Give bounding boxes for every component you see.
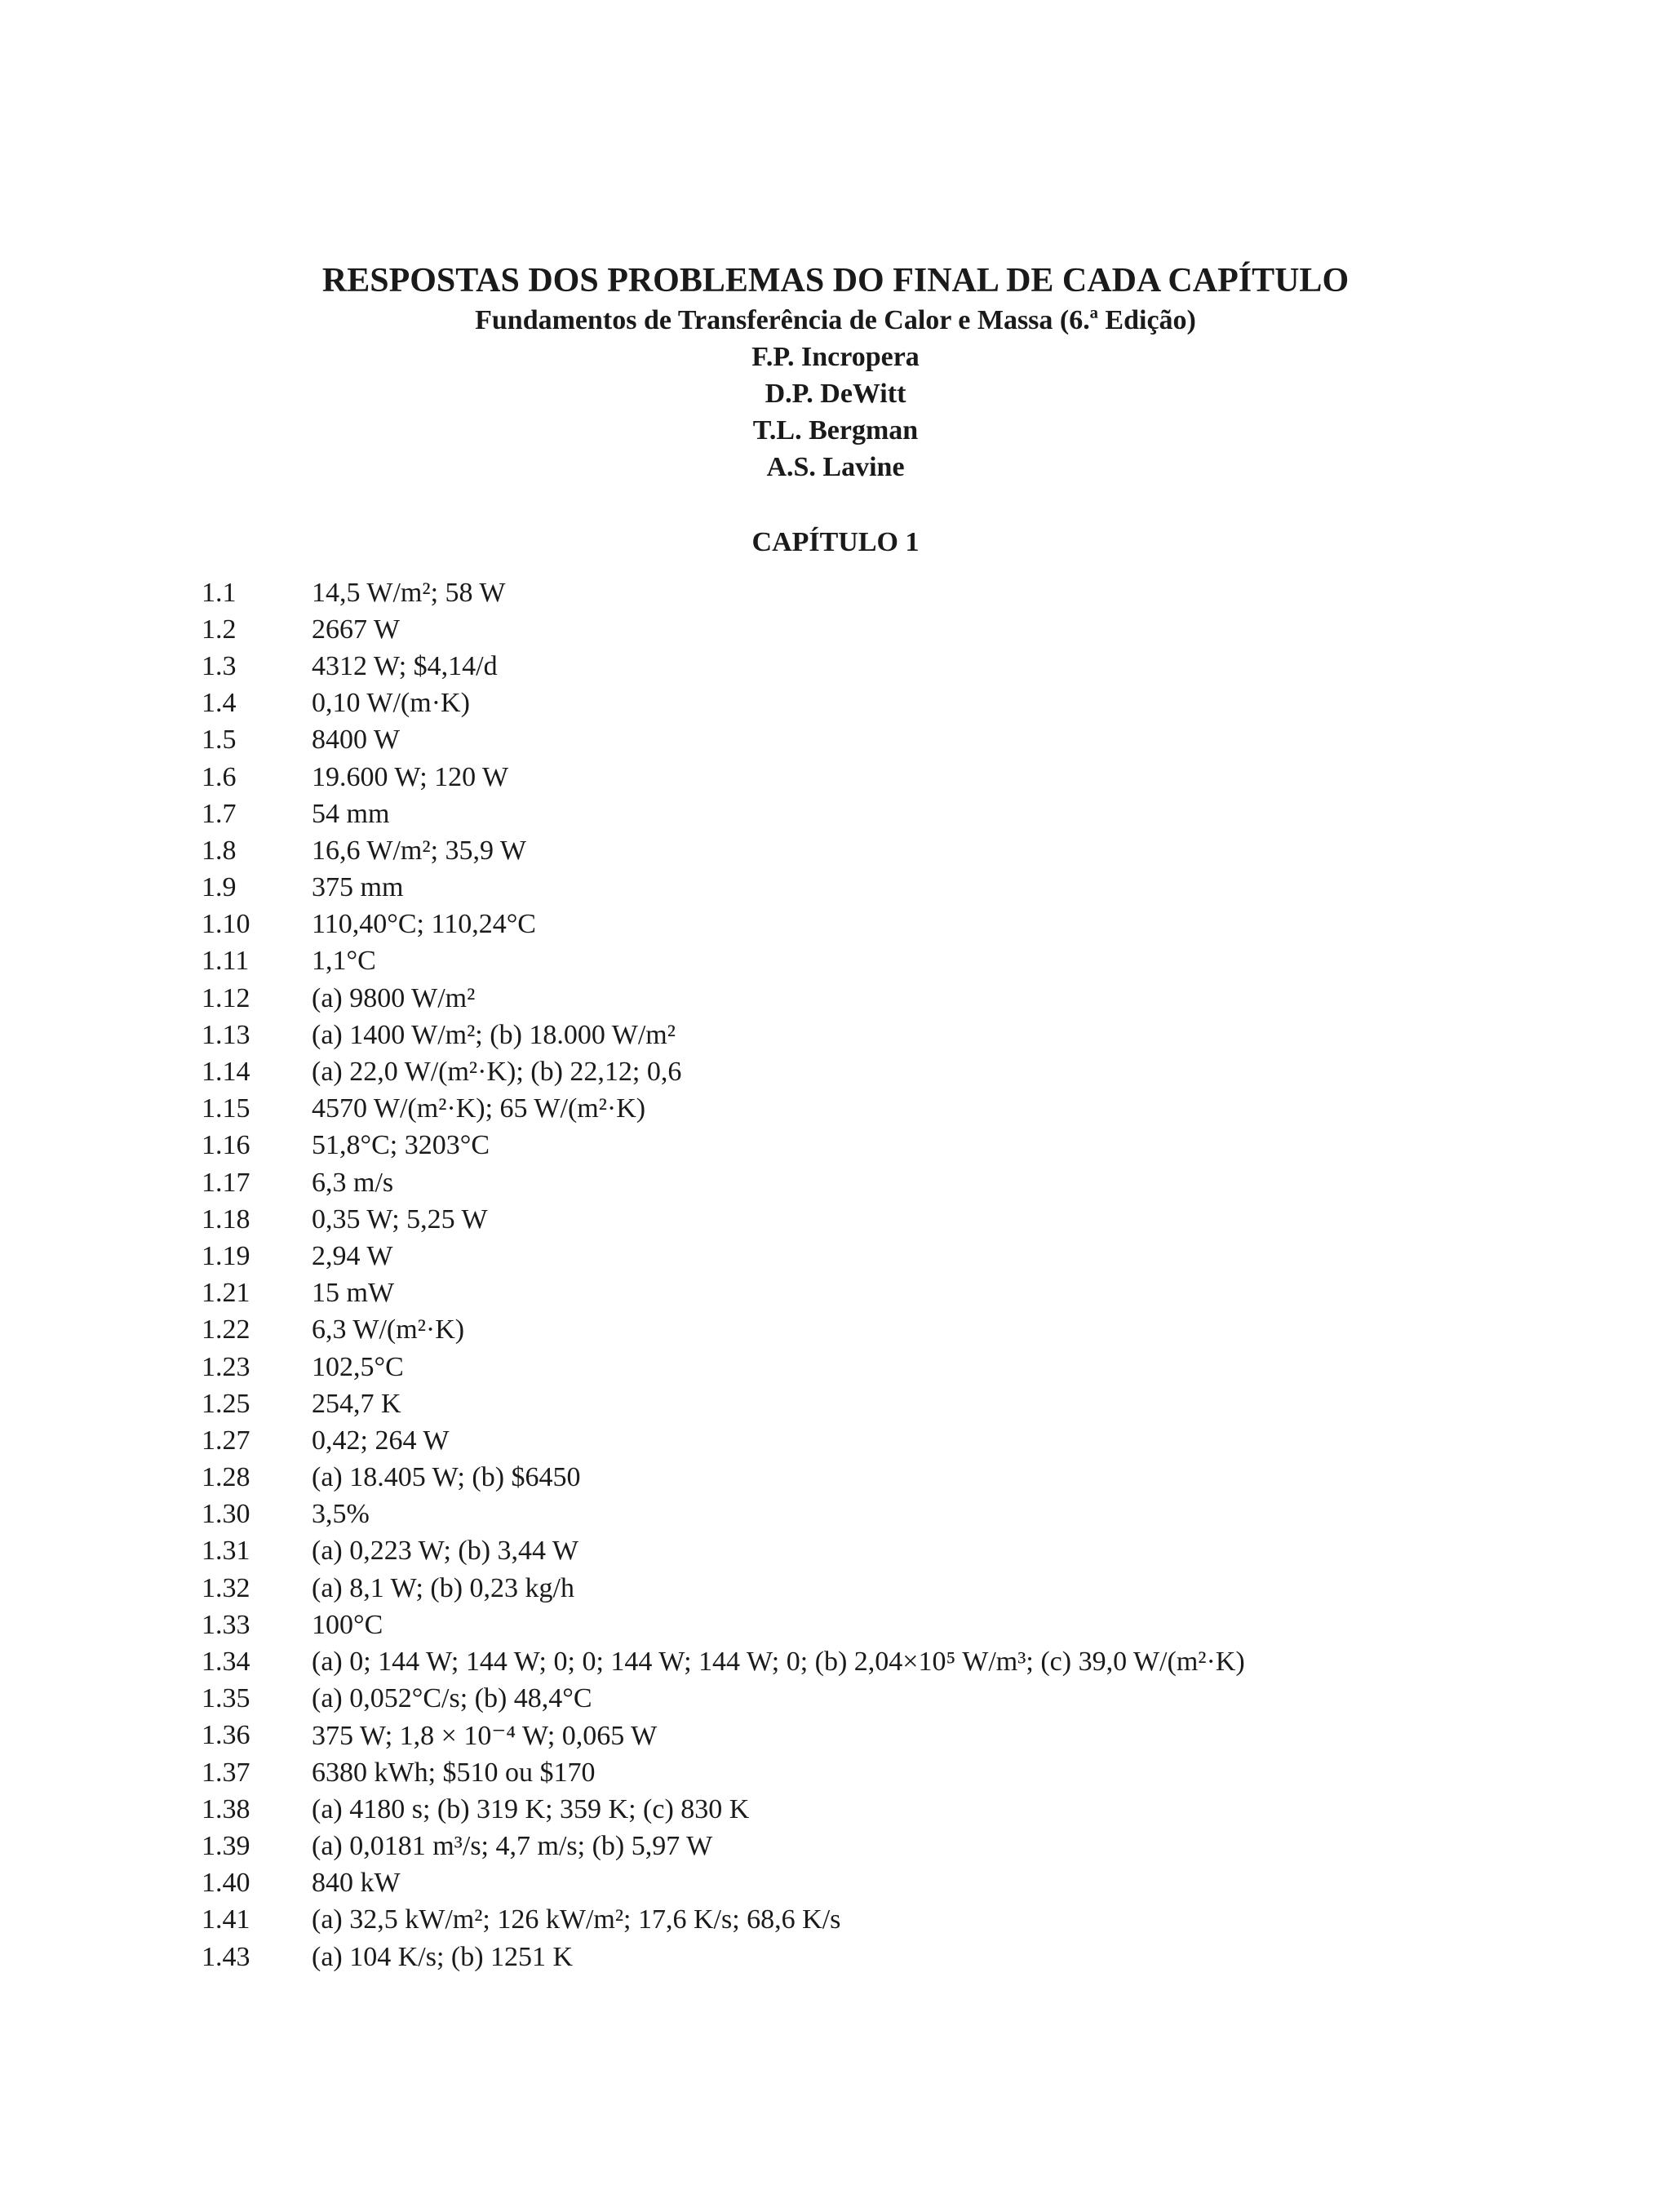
problem-number: 1.5 [202, 725, 237, 756]
problem-number: 1.32 [202, 1572, 250, 1603]
problem-number: 1.11 [202, 946, 250, 977]
problem-number: 1.35 [202, 1683, 250, 1714]
problem-answer: (a) 0,0181 m³/s; 4,7 m/s; (b) 5,97 W [312, 1830, 713, 1861]
problem-number: 1.16 [202, 1130, 250, 1161]
answer-row [202, 1091, 1589, 1128]
problem-answer: 0,42; 264 W [312, 1425, 450, 1456]
problem-answer: 0,10 W/(m·K) [312, 688, 470, 719]
answer-row [202, 1939, 1589, 1975]
problem-answer: 19.600 W; 120 W [312, 761, 509, 792]
problem-answer: 6380 kWh; $510 ou $170 [312, 1757, 596, 1788]
answer-row [202, 980, 1589, 1017]
problem-number: 1.13 [202, 1019, 250, 1050]
problem-answer: 110,40°C; 110,24°C [312, 909, 536, 940]
answer-row [202, 1902, 1589, 1939]
problem-answer: (a) 0; 144 W; 144 W; 0; 0; 144 W; 144 W; 0; (b) 2,04×10⁵ W/m³; (c) 39,0 W/(m²·K) [312, 1647, 1245, 1678]
answer-row [202, 1460, 1589, 1496]
answer-row [202, 685, 1589, 722]
answer-row [202, 611, 1589, 648]
problem-answer: 6,3 W/(m²·K) [312, 1314, 465, 1345]
problem-number: 1.8 [202, 835, 237, 866]
problem-number: 1.4 [202, 688, 237, 719]
problem-answer: (a) 1400 W/m²; (b) 18.000 W/m² [312, 1019, 676, 1050]
problem-number: 1.19 [202, 1240, 250, 1271]
answer-row [202, 1828, 1589, 1864]
problem-answer: 4312 W; $4,14/d [312, 650, 498, 681]
problem-answer: 102,5°C [312, 1351, 404, 1382]
chapter-heading: CAPÍTULO 1 [751, 527, 920, 557]
problem-answer: 0,35 W; 5,25 W [312, 1204, 488, 1235]
problem-number: 1.38 [202, 1793, 250, 1824]
problem-number: 1.40 [202, 1868, 250, 1899]
problem-number: 1.43 [202, 1941, 250, 1972]
problem-answer: 14,5 W/m²; 58 W [312, 577, 506, 608]
answer-row [202, 722, 1589, 759]
problem-answer: 2,94 W [312, 1240, 393, 1271]
problem-answer: 1,1°C [312, 946, 376, 977]
answer-row [202, 759, 1589, 796]
problem-answer: 375 mm [312, 872, 404, 903]
problem-number: 1.2 [202, 614, 237, 645]
problem-number: 1.12 [202, 982, 250, 1013]
answer-row [202, 1422, 1589, 1459]
problem-number: 1.28 [202, 1462, 250, 1493]
problem-answer: (a) 32,5 kW/m²; 126 kW/m²; 17,6 K/s; 68,6 K/s [312, 1904, 841, 1935]
problem-number: 1.1 [202, 577, 237, 608]
problem-answer: 6,3 m/s [312, 1167, 394, 1198]
answer-row [202, 796, 1589, 832]
problem-answer: 2667 W [312, 614, 400, 645]
answer-row [202, 1865, 1589, 1902]
answer-row [202, 1570, 1589, 1607]
problem-number: 1.25 [202, 1388, 250, 1419]
answer-row [202, 1201, 1589, 1238]
problem-number: 1.7 [202, 798, 237, 829]
problem-number: 1.30 [202, 1499, 250, 1530]
answer-row [202, 1496, 1589, 1533]
answer-row [202, 1385, 1589, 1422]
problem-answer: 3,5% [312, 1499, 370, 1530]
answer-row [202, 1681, 1589, 1718]
answer-row [202, 870, 1589, 907]
problem-number: 1.33 [202, 1609, 250, 1640]
problem-number: 1.17 [202, 1167, 250, 1198]
problem-number: 1.36 [202, 1720, 250, 1751]
problem-answer: 54 mm [312, 798, 390, 829]
author-2: D.P. DeWitt [765, 379, 906, 409]
problem-answer: 375 W; 1,8 × 10⁻⁴ W; 0,065 W [312, 1721, 658, 1752]
problem-answer: 100°C [312, 1609, 383, 1640]
problem-number: 1.6 [202, 761, 237, 792]
problem-answer: 4570 W/(m²·K); 65 W/(m²·K) [312, 1093, 646, 1124]
author-1: F.P. Incropera [751, 342, 920, 372]
problem-answer: (a) 0,052°C/s; (b) 48,4°C [312, 1683, 592, 1714]
answer-row [202, 1349, 1589, 1385]
answer-row [202, 1238, 1589, 1274]
document-header [0, 259, 1671, 485]
answer-row [202, 907, 1589, 943]
problem-number: 1.22 [202, 1314, 250, 1345]
answer-row [202, 1718, 1589, 1754]
problem-answer: 15 mW [312, 1278, 395, 1309]
answer-row [202, 1754, 1589, 1791]
problem-number: 1.15 [202, 1093, 250, 1124]
author-4: A.S. Lavine [766, 452, 905, 482]
answer-row [202, 1128, 1589, 1164]
answer-row [202, 832, 1589, 869]
problem-number: 1.27 [202, 1425, 250, 1456]
answer-row [202, 1533, 1589, 1570]
answer-row [202, 1607, 1589, 1643]
answer-row [202, 574, 1589, 611]
problem-answer: 254,7 K [312, 1388, 401, 1419]
problem-number: 1.18 [202, 1204, 250, 1235]
problem-answer: 16,6 W/m²; 35,9 W [312, 835, 526, 866]
answer-row [202, 1053, 1589, 1090]
problem-number: 1.10 [202, 909, 250, 940]
answer-row [202, 943, 1589, 980]
problem-number: 1.39 [202, 1830, 250, 1861]
problem-answer: (a) 18.405 W; (b) $6450 [312, 1462, 581, 1493]
document-title: RESPOSTAS DOS PROBLEMAS DO FINAL DE CADA CAPÍTULO [321, 262, 1350, 299]
problem-answer: (a) 9800 W/m² [312, 982, 476, 1013]
problem-number: 1.37 [202, 1757, 250, 1788]
problem-number: 1.34 [202, 1647, 250, 1678]
answer-row [202, 648, 1589, 685]
problem-number: 1.21 [202, 1278, 250, 1309]
problem-answer: (a) 22,0 W/(m²·K); (b) 22,12; 0,6 [312, 1057, 682, 1088]
book-title: Fundamentos de Transferência de Calor e Massa (6.ª Edição) [475, 305, 1196, 335]
problem-answer: 8400 W [312, 725, 400, 756]
answer-row [202, 1312, 1589, 1349]
problem-number: 1.31 [202, 1536, 250, 1567]
problem-answer: (a) 8,1 W; (b) 0,23 kg/h [312, 1572, 574, 1603]
problem-number: 1.23 [202, 1351, 250, 1382]
answer-row [202, 1275, 1589, 1312]
problem-answer: (a) 4180 s; (b) 319 K; 359 K; (c) 830 K [312, 1793, 750, 1824]
problem-answer: (a) 0,223 W; (b) 3,44 W [312, 1536, 579, 1567]
problem-number: 1.9 [202, 872, 237, 903]
answer-row [202, 1164, 1589, 1201]
answer-row [202, 1017, 1589, 1053]
answer-row [202, 1791, 1589, 1828]
author-3: T.L. Bergman [752, 415, 919, 446]
problem-number: 1.3 [202, 650, 237, 681]
answer-row [202, 1643, 1589, 1680]
problem-answer: 840 kW [312, 1868, 401, 1899]
problem-answer: 51,8°C; 3203°C [312, 1130, 490, 1161]
problem-number: 1.41 [202, 1904, 250, 1935]
problem-number: 1.14 [202, 1057, 250, 1088]
answer-list [202, 574, 1589, 1975]
problem-answer: (a) 104 K/s; (b) 1251 K [312, 1941, 574, 1972]
